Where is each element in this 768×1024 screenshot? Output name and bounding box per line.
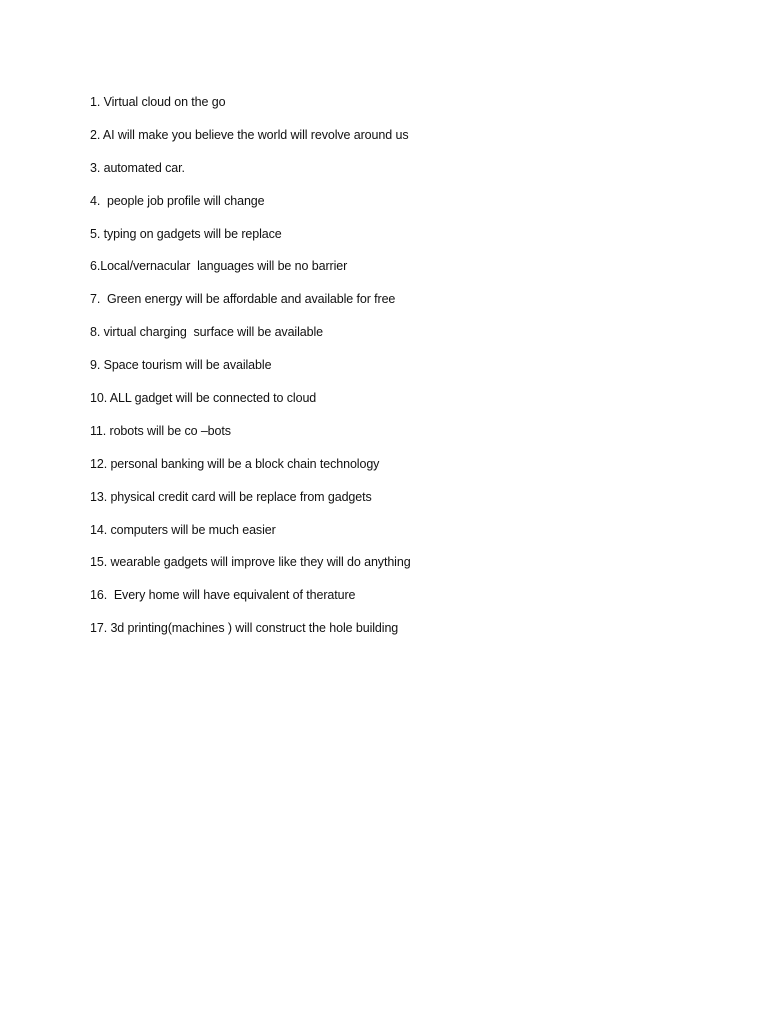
list-item: 3. automated car.	[90, 160, 185, 175]
list-item: 15. wearable gadgets will improve like they will do anything	[90, 555, 411, 570]
list-item: 11. robots will be co –bots	[90, 423, 231, 438]
list-item: 6.Local/vernacular languages will be no barrier	[90, 259, 348, 274]
list-item: 4. people job profile will change	[90, 193, 265, 208]
list-item: 12. personal banking will be a block chain technology	[90, 456, 380, 471]
list-item: 5. typing on gadgets will be replace	[90, 226, 282, 241]
list-item: 14. computers will be much easier	[90, 522, 276, 537]
list-item: 17. 3d printing(machines ) will construct the hole building	[90, 621, 399, 636]
list-item: 13. physical credit card will be replace from gadgets	[90, 489, 372, 504]
list-item: 2. AI will make you believe the world will revolve around us	[90, 127, 409, 142]
list-item: 1. Virtual cloud on the go	[90, 95, 226, 109]
list-item: 10. ALL gadget will be connected to cloud	[90, 391, 317, 406]
list-item: 16. Every home will have equivalent of therature	[90, 588, 356, 603]
list-item: 8. virtual charging surface will be available	[90, 325, 324, 340]
list-item: 7. Green energy will be affordable and available for free	[90, 292, 396, 307]
list-item: 9. Space tourism will be available	[90, 358, 272, 373]
prediction-list	[90, 93, 411, 652]
